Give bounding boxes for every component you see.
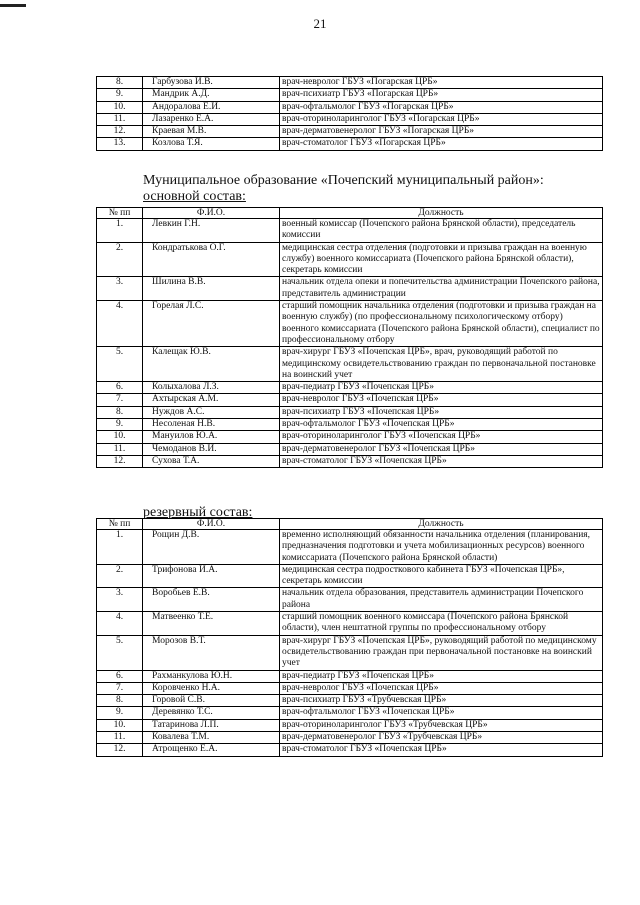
row-number: 8.: [97, 695, 143, 707]
table-header-row: [97, 519, 603, 530]
member-position: начальник отдела образования, представитель администрации Почепского района: [280, 588, 603, 612]
member-name: Ковалева Т.М.: [143, 732, 280, 744]
table-row: [97, 670, 603, 682]
member-name: Несоленая Н.В.: [143, 419, 280, 431]
row-number: 12.: [97, 126, 143, 138]
column-header-number: № пп: [97, 519, 143, 530]
member-name: Горелая Л.С.: [143, 301, 280, 347]
row-number: 10.: [97, 101, 143, 113]
member-name: Коровченко Н.А.: [143, 682, 280, 694]
heading-main-composition: основной состав:: [143, 189, 246, 204]
member-position: врач-психиатр ГБУЗ «Погарская ЦРБ»: [280, 89, 603, 101]
member-position: врач-психиатр ГБУЗ «Трубчевская ЦРБ»: [280, 695, 603, 707]
row-number: 12.: [97, 744, 143, 756]
row-number: 4.: [97, 612, 143, 636]
row-number: 8.: [97, 77, 143, 89]
member-name: Морозов В.Т.: [143, 635, 280, 670]
member-position: военный комиссар (Почепского района Брянской области), председатель комиссии: [280, 219, 603, 243]
row-number: 5.: [97, 635, 143, 670]
row-number: 9.: [97, 419, 143, 431]
row-number: 9.: [97, 707, 143, 719]
member-name: Трифонова И.А.: [143, 564, 280, 588]
row-number: 4.: [97, 301, 143, 347]
table-row: [97, 101, 603, 113]
table-row: [97, 635, 603, 670]
member-name: Татаринова Л.П.: [143, 719, 280, 731]
row-number: 2.: [97, 242, 143, 277]
row-number: 6.: [97, 670, 143, 682]
member-position: врач-стоматолог ГБУЗ «Погарская ЦРБ»: [280, 138, 603, 150]
member-position: врач-дерматовенеролог ГБУЗ «Трубчевская ЦРБ»: [280, 732, 603, 744]
table-row: [97, 242, 603, 277]
reserve-composition-table: [96, 518, 603, 757]
member-name: Краевая М.В.: [143, 126, 280, 138]
member-position: начальник отдела опеки и попечительства администрации Почепского района, представитель администрации: [280, 277, 603, 301]
table-row: [97, 744, 603, 756]
member-name: Рахманкулова Ю.Н.: [143, 670, 280, 682]
row-number: 10.: [97, 719, 143, 731]
member-position: врач-стоматолог ГБУЗ «Почепская ЦРБ»: [280, 455, 603, 467]
member-name: Гарбузова И.В.: [143, 77, 280, 89]
continued-members-table: [96, 76, 603, 151]
row-number: 11.: [97, 443, 143, 455]
table-row: [97, 443, 603, 455]
row-number: 3.: [97, 277, 143, 301]
row-number: 1.: [97, 530, 143, 565]
member-name: Андоралова Е.И.: [143, 101, 280, 113]
table-row: [97, 347, 603, 382]
member-position: старший помощник начальника отделения (подготовки и призыва граждан на военную службу) (по профессиональному психологическому отбору) военного комиссариата (Почепского района Брянской области), специалист по профессиональному отбору: [280, 301, 603, 347]
table-row: [97, 301, 603, 347]
member-name: Кондратькова О.Г.: [143, 242, 280, 277]
column-header-name: Ф.И.О.: [143, 208, 280, 219]
member-name: Калещак Ю.В.: [143, 347, 280, 382]
member-name: Шилина В.В.: [143, 277, 280, 301]
member-position: врач-дерматовенеролог ГБУЗ «Почепская ЦРБ»: [280, 443, 603, 455]
member-position: врач-невролог ГБУЗ «Почепская ЦРБ»: [280, 394, 603, 406]
member-position: врач-хирург ГБУЗ «Почепская ЦРБ», врач, руководящий работой по медицинскому освидетельствованию граждан по первоначальной постановке на воинский учет: [280, 347, 603, 382]
row-number: 10.: [97, 431, 143, 443]
row-number: 7.: [97, 394, 143, 406]
row-number: 5.: [97, 347, 143, 382]
member-position: врач-невролог ГБУЗ «Почепская ЦРБ»: [280, 682, 603, 694]
member-position: врач-психиатр ГБУЗ «Почепская ЦРБ»: [280, 406, 603, 418]
member-name: Ахтырская А.М.: [143, 394, 280, 406]
table-row: [97, 138, 603, 150]
member-position: врач-оториноларинголог ГБУЗ «Почепская ЦРБ»: [280, 431, 603, 443]
table-row: [97, 695, 603, 707]
member-name: Горовой С.В.: [143, 695, 280, 707]
member-position: врач-офтальмолог ГБУЗ «Почепская ЦРБ»: [280, 419, 603, 431]
member-name: Нуждов А.С.: [143, 406, 280, 418]
row-number: 9.: [97, 89, 143, 101]
row-number: 12.: [97, 455, 143, 467]
column-header-name: Ф.И.О.: [143, 519, 280, 530]
member-position: врач-оториноларинголог ГБУЗ «Трубчевская ЦРБ»: [280, 719, 603, 731]
row-number: 2.: [97, 564, 143, 588]
table-row: [97, 564, 603, 588]
member-name: Козлова Т.Я.: [143, 138, 280, 150]
table-row: [97, 394, 603, 406]
member-position: врач-стоматолог ГБУЗ «Почепская ЦРБ»: [280, 744, 603, 756]
member-position: медицинская сестра подросткового кабинета ГБУЗ «Почепская ЦРБ», секретарь комиссии: [280, 564, 603, 588]
member-position: врач-офтальмолог ГБУЗ «Погарская ЦРБ»: [280, 101, 603, 113]
heading-reserve-composition: резервный состав:: [143, 505, 253, 520]
table-row: [97, 431, 603, 443]
page-number: 21: [313, 16, 327, 31]
member-name: Сухова Т.А.: [143, 455, 280, 467]
member-name: Атрощенко Е.А.: [143, 744, 280, 756]
member-position: врач-хирург ГБУЗ «Почепская ЦРБ», руководящий работой по медицинскому освидетельствованию граждан при первоначальной постановке на воинский учет: [280, 635, 603, 670]
row-number: 8.: [97, 406, 143, 418]
row-number: 13.: [97, 138, 143, 150]
row-number: 7.: [97, 682, 143, 694]
table-row: [97, 530, 603, 565]
member-name: Чемоданов В.И.: [143, 443, 280, 455]
table-row: [97, 277, 603, 301]
member-name: Колыхалова Л.З.: [143, 382, 280, 394]
member-position: врач-оториноларинголог ГБУЗ «Погарская ЦРБ»: [280, 113, 603, 125]
member-position: врач-педиатр ГБУЗ «Почепская ЦРБ»: [280, 382, 603, 394]
table-row: [97, 419, 603, 431]
member-position: медицинская сестра отделения (подготовки и призыва граждан на военную службу) военного комиссариата (Почепского района Брянской области), секретарь комиссии: [280, 242, 603, 277]
table-row: [97, 732, 603, 744]
table-row: [97, 682, 603, 694]
table-row: [97, 406, 603, 418]
table-row: [97, 126, 603, 138]
table-row: [97, 455, 603, 467]
row-number: 11.: [97, 732, 143, 744]
row-number: 11.: [97, 113, 143, 125]
member-position: врач-педиатр ГБУЗ «Почепская ЦРБ»: [280, 670, 603, 682]
table-row: [97, 219, 603, 243]
member-name: Рощин Д.В.: [143, 530, 280, 565]
member-position: врач-дерматовенеролог ГБУЗ «Погарская ЦРБ»: [280, 126, 603, 138]
table-row: [97, 719, 603, 731]
table-header-row: [97, 208, 603, 219]
row-number: 3.: [97, 588, 143, 612]
member-position: старший помощник военного комиссара (Почепского района Брянской области), член нештатной группы по профессиональному отбору: [280, 612, 603, 636]
member-name: Мандрик А.Д.: [143, 89, 280, 101]
table-row: [97, 382, 603, 394]
table-row: [97, 89, 603, 101]
member-name: Левкин Г.Н.: [143, 219, 280, 243]
heading-municipality: Муниципальное образование «Почепский муниципальный район»:: [143, 173, 544, 188]
column-header-position: Должность: [280, 208, 603, 219]
member-position: врач-невролог ГБУЗ «Погарская ЦРБ»: [280, 77, 603, 89]
table-row: [97, 707, 603, 719]
section-heading-main: [143, 173, 544, 205]
column-header-position: Должность: [280, 519, 603, 530]
row-number: 6.: [97, 382, 143, 394]
row-number: 1.: [97, 219, 143, 243]
table-row: [97, 113, 603, 125]
scan-corner-mark: [0, 4, 26, 7]
member-name: Мануилов Ю.А.: [143, 431, 280, 443]
main-composition-table: [96, 207, 603, 468]
table-row: [97, 612, 603, 636]
member-name: Деревянко Т.С.: [143, 707, 280, 719]
member-position: временно исполняющий обязанности начальника отделения (планирования, предназначения подготовки и учета мобилизационных ресурсов) военного комиссариата (Почепского района Брянской области): [280, 530, 603, 565]
table-row: [97, 588, 603, 612]
table-row: [97, 77, 603, 89]
member-position: врач-офтальмолог ГБУЗ «Почепская ЦРБ»: [280, 707, 603, 719]
member-name: Лазаренко Е.А.: [143, 113, 280, 125]
column-header-number: № пп: [97, 208, 143, 219]
member-name: Воробьев Е.В.: [143, 588, 280, 612]
member-name: Матвеенко Т.Е.: [143, 612, 280, 636]
